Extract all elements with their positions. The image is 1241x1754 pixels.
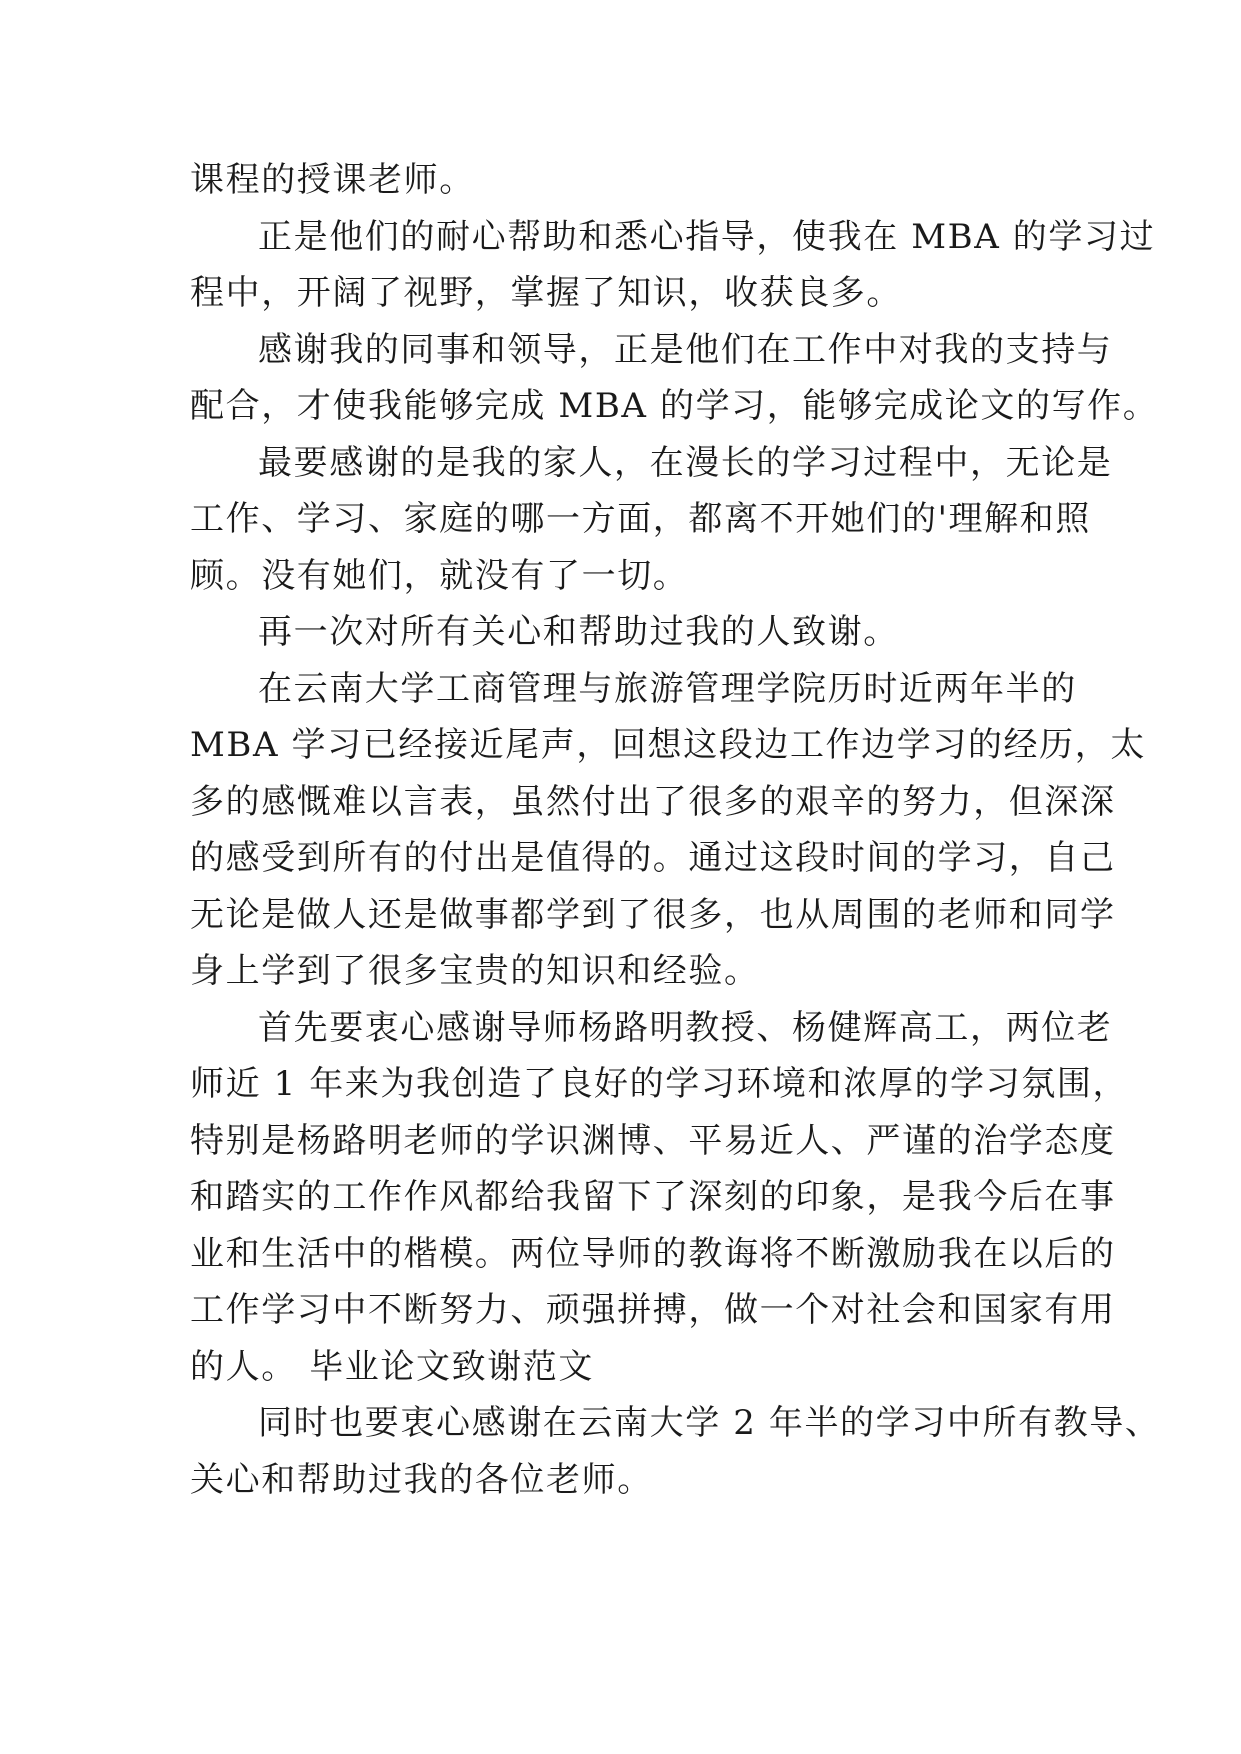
paragraph [190,661,1146,1000]
paragraph [190,209,1156,322]
text-line: 顾。没有她们，就没有了一切。 [190,555,689,596]
paragraph [190,604,1070,661]
text-line: 课程的授课老师。 [190,160,475,200]
text-line: MBA 学习已经接近尾声，回想这段边工作边学习的经历，太 [190,725,1146,765]
paragraph [190,435,1113,605]
text-line: 再一次对所有关心和帮助过我的人致谢。 [258,612,899,652]
text-line: 工作、学习、家庭的哪一方面，都离不开她们的'理解和照 [190,499,1091,539]
text-line: 和踏实的工作作风都给我留下了深刻的印象，是我今后在事 [190,1177,1116,1217]
text-line: 配合，才使我能够完成 MBA 的学习，能够完成论文的写作。 [190,386,1159,426]
document-body [190,152,1161,1508]
text-line: 的人。 毕业论文致谢范文 [190,1346,595,1387]
text-line: 多的感慨难以言表，虽然付出了很多的艰辛的努力，但深深 [190,781,1116,822]
text-line: 程中，开阔了视野，掌握了知识，收获良多。 [190,273,902,313]
paragraph [190,1000,1129,1396]
text-line: 无论是做人还是做事都学到了很多，也从周围的老师和同学 [190,894,1116,935]
text-line: 在云南大学工商管理与旅游管理学院历时近两年半的 [258,668,1077,709]
text-line: 正是他们的耐心帮助和悉心指导，使我在 MBA 的学习过 [258,216,1156,257]
text-line: 身上学到了很多宝贵的知识和经验。 [190,951,760,991]
text-line: 业和生活中的楷模。两位导师的教诲将不断激励我在以后的 [190,1233,1116,1274]
text-line: 感谢我的同事和领导，正是他们在工作中对我的支持与 [258,329,1113,370]
text-line: 首先要衷心感谢导师杨路明教授、杨健辉高工，两位老 [258,1007,1113,1048]
text-line: 同时也要衷心感谢在云南大学 2 年半的学习中所有教导、 [258,1403,1161,1443]
text-line: 特别是杨路明老师的学识渊博、平易近人、严谨的治学态度 [190,1120,1116,1161]
text-line: 的感受到所有的付出是值得的。通过这段时间的学习，自己 [190,838,1116,878]
paragraph [190,152,1070,209]
text-line: 工作学习中不断努力、顽强拼搏，做一个对社会和国家有用 [190,1290,1116,1330]
paragraph [190,322,1159,435]
text-line: 关心和帮助过我的各位老师。 [190,1459,653,1500]
paragraph [190,1395,1161,1508]
text-line: 最要感谢的是我的家人，在漫长的学习过程中，无论是 [258,442,1113,483]
text-line: 师近 1 年来为我创造了良好的学习环境和浓厚的学习氛围， [190,1064,1129,1104]
